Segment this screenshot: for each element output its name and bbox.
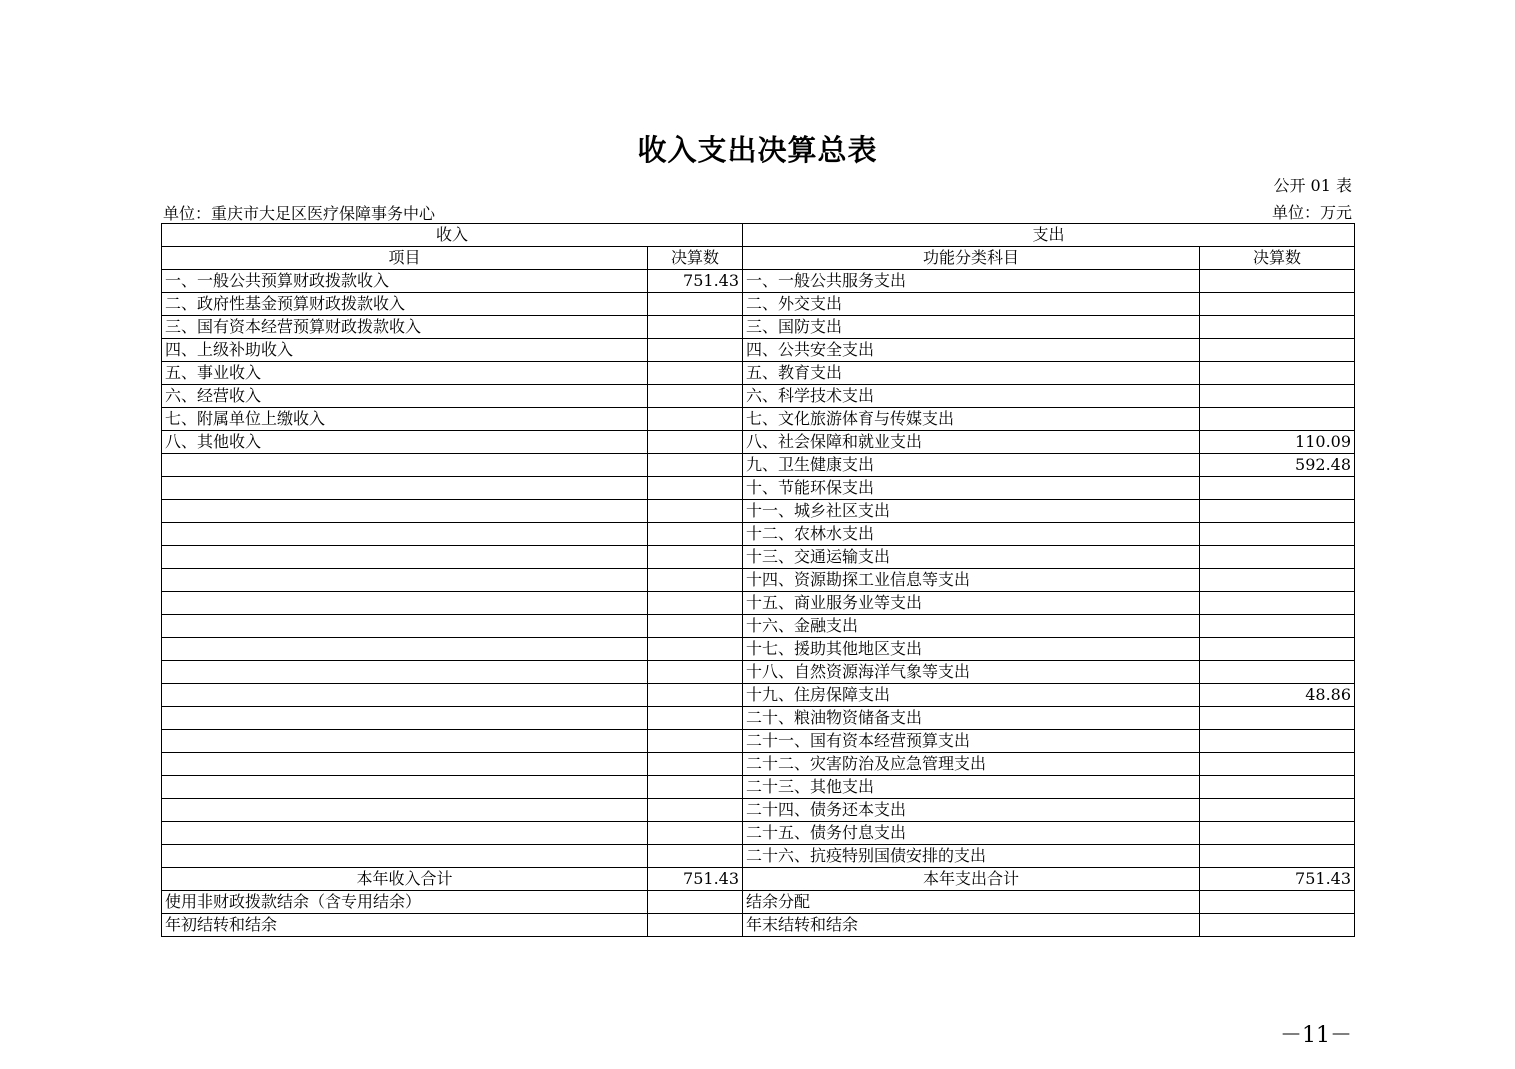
table-body xyxy=(162,224,1355,937)
income-item-cell: 年初结转和结余 xyxy=(162,914,648,937)
income-item-cell xyxy=(162,523,648,546)
expense-item-cell: 二十四、债务还本支出 xyxy=(743,799,1200,822)
expense-item-cell: 二十、粮油物资储备支出 xyxy=(743,707,1200,730)
amount-header-expense: 决算数 xyxy=(1200,247,1355,270)
table-row xyxy=(162,293,1355,316)
income-amount-cell xyxy=(648,615,743,638)
expense-item-cell: 十一、城乡社区支出 xyxy=(743,500,1200,523)
income-item-cell xyxy=(162,799,648,822)
income-amount-cell xyxy=(648,684,743,707)
income-item-cell xyxy=(162,776,648,799)
expense-item-cell: 八、社会保障和就业支出 xyxy=(743,431,1200,454)
table-row xyxy=(162,500,1355,523)
income-item-cell xyxy=(162,661,648,684)
income-amount-cell xyxy=(648,891,743,914)
expense-amount-cell xyxy=(1200,615,1355,638)
expense-amount-cell xyxy=(1200,592,1355,615)
expense-amount-cell xyxy=(1200,523,1355,546)
income-amount-cell xyxy=(648,408,743,431)
expense-item-cell: 十七、援助其他地区支出 xyxy=(743,638,1200,661)
table-row xyxy=(162,316,1355,339)
expense-item-cell: 二十一、国有资本经营预算支出 xyxy=(743,730,1200,753)
income-amount-cell: 751.43 xyxy=(648,868,743,891)
expense-item-cell: 十五、商业服务业等支出 xyxy=(743,592,1200,615)
income-amount-cell xyxy=(648,661,743,684)
expense-amount-cell: 751.43 xyxy=(1200,868,1355,891)
table-row xyxy=(162,385,1355,408)
expense-amount-cell xyxy=(1200,845,1355,868)
table-row xyxy=(162,546,1355,569)
header-row-columns xyxy=(162,247,1355,270)
income-amount-cell xyxy=(648,776,743,799)
expense-item-cell: 二十二、灾害防治及应急管理支出 xyxy=(743,753,1200,776)
income-amount-cell xyxy=(648,799,743,822)
table-row xyxy=(162,431,1355,454)
expense-item-cell: 二十六、抗疫特别国债安排的支出 xyxy=(743,845,1200,868)
expense-amount-cell xyxy=(1200,822,1355,845)
amount-header: 决算数 xyxy=(648,247,743,270)
expense-amount-cell xyxy=(1200,891,1355,914)
table-row xyxy=(162,845,1355,868)
table-row xyxy=(162,615,1355,638)
expense-amount-cell xyxy=(1200,799,1355,822)
income-amount-cell xyxy=(648,523,743,546)
expense-amount-cell xyxy=(1200,385,1355,408)
income-item-cell: 使用非财政拨款结余（含专用结余） xyxy=(162,891,648,914)
expense-amount-cell: 592.48 xyxy=(1200,454,1355,477)
expense-amount-cell xyxy=(1200,293,1355,316)
expense-amount-cell xyxy=(1200,730,1355,753)
income-item-cell: 四、上级补助收入 xyxy=(162,339,648,362)
income-amount-cell xyxy=(648,638,743,661)
table-row xyxy=(162,592,1355,615)
table-row xyxy=(162,362,1355,385)
income-item-cell xyxy=(162,477,648,500)
expense-amount-cell xyxy=(1200,776,1355,799)
income-item-cell xyxy=(162,845,648,868)
expense-amount-cell xyxy=(1200,270,1355,293)
income-amount-cell xyxy=(648,316,743,339)
expense-item-cell: 十八、自然资源海洋气象等支出 xyxy=(743,661,1200,684)
expense-item-cell: 十四、资源勘探工业信息等支出 xyxy=(743,569,1200,592)
income-amount-cell xyxy=(648,707,743,730)
table-row xyxy=(162,270,1355,293)
table-row xyxy=(162,477,1355,500)
table-row xyxy=(162,638,1355,661)
expense-amount-cell xyxy=(1200,316,1355,339)
table-row xyxy=(162,454,1355,477)
expense-amount-cell xyxy=(1200,638,1355,661)
table-row xyxy=(162,684,1355,707)
income-item-cell: 二、政府性基金预算财政拨款收入 xyxy=(162,293,648,316)
expense-amount-cell xyxy=(1200,339,1355,362)
expense-item-cell: 六、科学技术支出 xyxy=(743,385,1200,408)
item-header: 项目 xyxy=(162,247,648,270)
income-amount-cell xyxy=(648,822,743,845)
income-amount-cell xyxy=(648,845,743,868)
expense-amount-cell: 48.86 xyxy=(1200,684,1355,707)
income-amount-cell: 751.43 xyxy=(648,270,743,293)
table-row xyxy=(162,753,1355,776)
expense-item-cell: 年末结转和结余 xyxy=(743,914,1200,937)
organization-unit: 单位：重庆市大足区医疗保障事务中心 xyxy=(163,204,436,223)
expense-amount-cell xyxy=(1200,661,1355,684)
expense-amount-cell xyxy=(1200,914,1355,937)
expense-item-cell: 一、一般公共服务支出 xyxy=(743,270,1200,293)
income-item-cell xyxy=(162,707,648,730)
table-row xyxy=(162,523,1355,546)
form-number: 公开 01 表 xyxy=(1273,176,1352,195)
function-category-header: 功能分类科目 xyxy=(743,247,1200,270)
income-item-cell xyxy=(162,592,648,615)
income-amount-cell xyxy=(648,477,743,500)
table-row xyxy=(162,822,1355,845)
table-row xyxy=(162,339,1355,362)
income-amount-cell xyxy=(648,431,743,454)
expense-amount-cell xyxy=(1200,546,1355,569)
income-item-cell xyxy=(162,454,648,477)
income-amount-cell xyxy=(648,914,743,937)
income-item-cell xyxy=(162,730,648,753)
expense-amount-cell xyxy=(1200,753,1355,776)
expense-header: 支出 xyxy=(743,224,1355,247)
income-item-cell: 本年收入合计 xyxy=(162,868,648,891)
income-item-cell xyxy=(162,615,648,638)
income-header: 收入 xyxy=(162,224,743,247)
income-amount-cell xyxy=(648,730,743,753)
income-amount-cell xyxy=(648,339,743,362)
income-item-cell: 六、经营收入 xyxy=(162,385,648,408)
expense-item-cell: 九、卫生健康支出 xyxy=(743,454,1200,477)
income-amount-cell xyxy=(648,569,743,592)
expense-item-cell: 十、节能环保支出 xyxy=(743,477,1200,500)
expense-item-cell: 二十三、其他支出 xyxy=(743,776,1200,799)
header-row-group xyxy=(162,224,1355,247)
income-item-cell: 八、其他收入 xyxy=(162,431,648,454)
expense-item-cell: 三、国防支出 xyxy=(743,316,1200,339)
expense-amount-cell xyxy=(1200,569,1355,592)
table-row xyxy=(162,776,1355,799)
income-amount-cell xyxy=(648,500,743,523)
money-unit: 单位：万元 xyxy=(1271,203,1352,222)
expense-item-cell: 二十五、债务付息支出 xyxy=(743,822,1200,845)
income-item-cell xyxy=(162,500,648,523)
expense-amount-cell xyxy=(1200,362,1355,385)
expense-amount-cell xyxy=(1200,707,1355,730)
table-row xyxy=(162,891,1355,914)
page-title: 收入支出决算总表 xyxy=(637,133,878,167)
expense-item-cell: 五、教育支出 xyxy=(743,362,1200,385)
expense-item-cell: 结余分配 xyxy=(743,891,1200,914)
income-item-cell xyxy=(162,569,648,592)
expense-item-cell: 本年支出合计 xyxy=(743,868,1200,891)
income-item-cell xyxy=(162,753,648,776)
income-amount-cell xyxy=(648,293,743,316)
table-row xyxy=(162,569,1355,592)
income-amount-cell xyxy=(648,454,743,477)
table-row xyxy=(162,799,1355,822)
expense-amount-cell xyxy=(1200,500,1355,523)
income-item-cell xyxy=(162,684,648,707)
expense-item-cell: 十九、住房保障支出 xyxy=(743,684,1200,707)
income-item-cell: 三、国有资本经营预算财政拨款收入 xyxy=(162,316,648,339)
table-row xyxy=(162,914,1355,937)
income-amount-cell xyxy=(648,592,743,615)
expense-item-cell: 七、文化旅游体育与传媒支出 xyxy=(743,408,1200,431)
table-row xyxy=(162,707,1355,730)
expense-amount-cell xyxy=(1200,408,1355,431)
income-item-cell xyxy=(162,822,648,845)
expense-item-cell: 十三、交通运输支出 xyxy=(743,546,1200,569)
income-amount-cell xyxy=(648,362,743,385)
expense-item-cell: 四、公共安全支出 xyxy=(743,339,1200,362)
income-item-cell: 一、一般公共预算财政拨款收入 xyxy=(162,270,648,293)
table-row xyxy=(162,408,1355,431)
income-item-cell: 七、附属单位上缴收入 xyxy=(162,408,648,431)
expense-amount-cell xyxy=(1200,477,1355,500)
income-amount-cell xyxy=(648,385,743,408)
table-row xyxy=(162,661,1355,684)
expense-item-cell: 十六、金融支出 xyxy=(743,615,1200,638)
expense-item-cell: 十二、农林水支出 xyxy=(743,523,1200,546)
income-item-cell xyxy=(162,546,648,569)
income-item-cell xyxy=(162,638,648,661)
expense-amount-cell: 110.09 xyxy=(1200,431,1355,454)
income-amount-cell xyxy=(648,546,743,569)
income-item-cell: 五、事业收入 xyxy=(162,362,648,385)
table-row xyxy=(162,730,1355,753)
table-row xyxy=(162,868,1355,891)
page-number: －11－ xyxy=(1280,1023,1352,1048)
income-amount-cell xyxy=(648,753,743,776)
budget-summary-table xyxy=(161,223,1355,937)
expense-item-cell: 二、外交支出 xyxy=(743,293,1200,316)
